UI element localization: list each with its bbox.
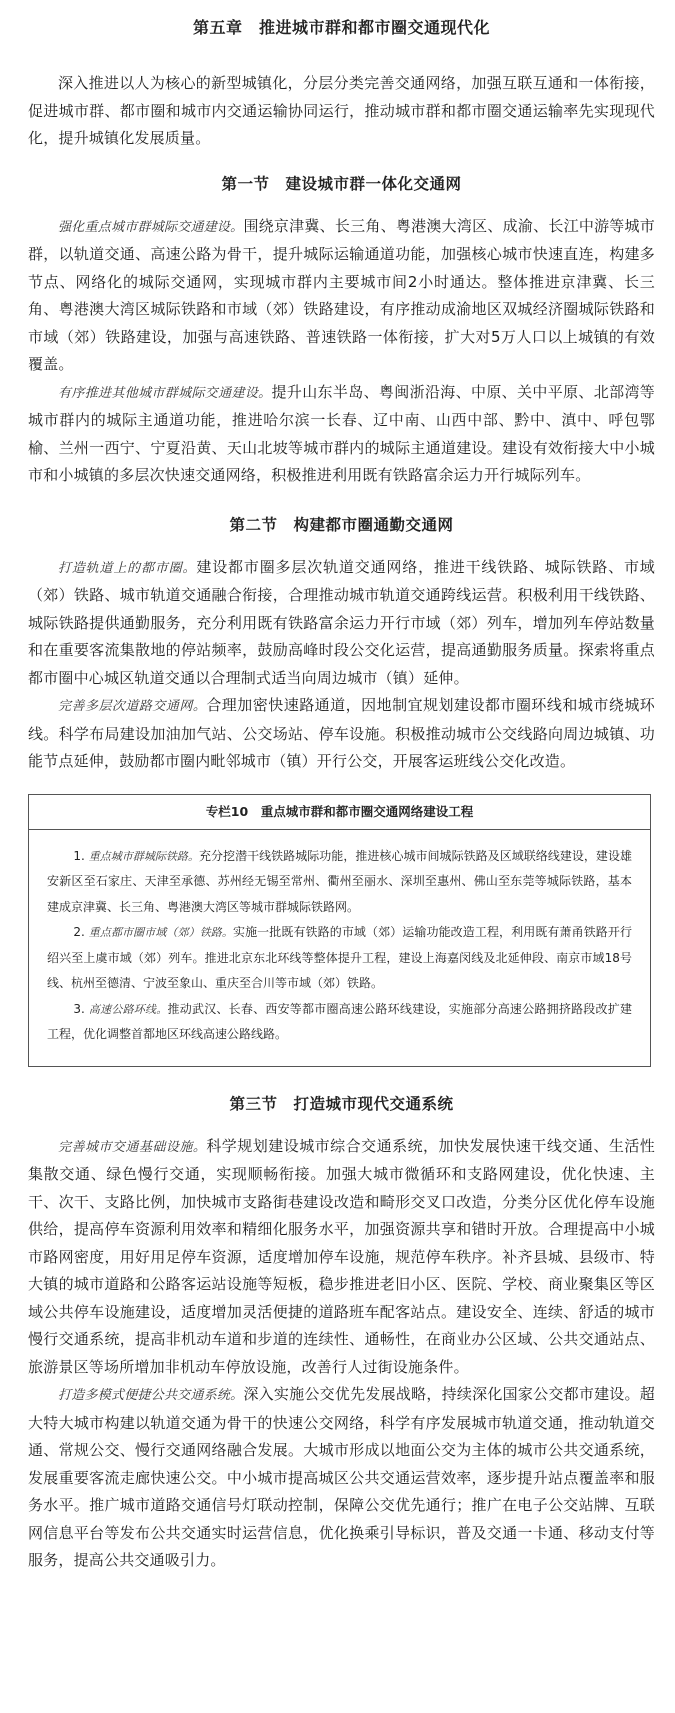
paragraph-text: 深入实施公交优先发展战略，持续深化国家公交都市建设。超大特大城市构建以轨道交通为骨干的快速公交网络，科学有序发展城市轨道交通，推动轨道交通、常规公交、慢行交通网络融合发展。大城市形成以地面公交为主体的城市公共交通系统，发展重要客流走廊快速公交。中小城市提高城区公共交通运营效率，逐步提升站点覆盖率和服务水平。推广城市道路交通信号灯联动控制，保障公交优先通行；推广在电子公交站牌、互联网信息平台等发布公共交通实时运营信息，优化换乘引导标识，普及交通一卡通、移动支付等服务，提高公共交通吸引力。 [28,1385,655,1569]
paragraph-lead: 打造轨道上的都市圈。 [58,560,197,576]
section-1-paragraph-1 [28,213,655,379]
section-2-paragraph-1 [28,554,655,693]
section-2-title: 第二节 构建都市圈通勤交通网 [229,515,454,534]
paragraph-text: 提升山东半岛、粤闽浙沿海、中原、关中平原、北部湾等城市群内的城际主通道功能，推进哈尔滨一长春、辽中南、山西中部、黔中、滇中、呼包鄂榆、兰州一西宁、宁夏沿黄、天山北坡等城市群内的城际主通道建设。建设有效衔接大中小城市和小城镇的多层次快速交通网络，积极推进利用既有铁路富余运力开行城际列车。 [28,382,655,484]
box-item-3 [47,997,632,1048]
box-item-lead: 重点都市圈市域（郊）铁路。 [88,926,233,939]
paragraph-lead: 完善多层次道路交通网。 [58,699,207,714]
section-1-paragraph-2 [28,379,655,490]
section-1-title: 第一节 建设城市群一体化交通网 [221,174,462,193]
box-item-text: 推动武汉、长春、西安等都市圈高速公路环线建设，实施部分高速公路拥挤路段改扩建工程，优化调整首都地区环线高速公路线路。 [47,1001,632,1041]
paragraph-lead: 完善城市交通基础设施。 [58,1139,207,1155]
paragraph-text: 合理加密快速路通道，因地制宜规划建设都市圈环线和城市绕城环线。科学布局建设加油加气站、公交场站、停车设施。积极推动城市公交线路向周边城镇、功能节点延伸，鼓励都市圈内毗邻城市（镇）开行公交，开展客运班线公交化改造。 [28,696,656,770]
box-item-text: 充分挖潜干线铁路城际功能，推进核心城市间城际铁路及区域联络线建设，建设雄安新区至石家庄、天津至承德、苏州经无锡至常州、衢州至丽水、深圳至惠州、佛山至东莞等城际铁路，基本建成京津冀、长三角、粤港澳大湾区等城市群城际铁路网。 [47,848,632,914]
paragraph-lead: 强化重点城市群城际交通建设。 [58,219,244,235]
paragraph-lead: 打造多模式便捷公共交通系统。 [58,1388,244,1403]
chapter-intro-paragraph: 深入推进以人为核心的新型城镇化，分层分类完善交通网络，加强互联互通和一体衔接，促进城市群、都市圈和城市内交通运输协同运行，推动城市群和都市圈交通运输率先实现现代化，提升城镇化发展质量。 [28,74,655,147]
box-body [29,830,650,1066]
section-2-paragraph-2 [28,692,655,776]
box-item-1 [47,844,632,921]
section-3-title: 第三节 打造城市现代交通系统 [229,1094,454,1113]
project-box [28,794,651,1067]
box-item-number: 2. [73,925,85,939]
chapter-title: 第五章 推进城市群和都市圈交通现代化 [192,18,490,37]
box-item-lead: 重点城市群城际铁路。 [88,849,199,863]
paragraph-lead: 有序推进其他城市群城际交通建设。 [58,385,272,401]
section-3-paragraph-2 [28,1381,655,1575]
box-item-number: 3. [73,1001,85,1016]
paragraph-text: 围绕京津冀、长三角、粤港澳大湾区、成渝、长江中游等城市群，以轨道交通、高速公路为骨干，提升城际运输通道功能，加强核心城市快速直连，构建多节点、网络化的城际交通网，实现城市群内主要城市间2小时通达。整体推进京津冀、长三角、粤港澳大湾区城际铁路和市域（郊）铁路建设，有序推动成渝地区双城经济圈城际铁路和市域（郊）铁路建设，加强与高速铁路、普速铁路一体衔接，扩大对5万人口以上城镇的有效覆盖。 [28,216,655,373]
box-item-text: 实施一批既有铁路的市域（郊）运输功能改造工程，利用既有萧甬铁路开行绍兴至上虞市域（郊）列车。推进北京东北环线等整体提升工程，建设上海嘉闵线及北延伸段、南京市域18号线、杭州至德清、宁波至象山、重庆至合川等市域（郊）铁路。 [47,925,632,990]
box-item-number: 1. [73,848,85,863]
box-item-lead: 高速公路环线。 [88,1002,168,1016]
box-item-2 [47,920,632,997]
paragraph-text: 科学规划建设城市综合交通系统，加快发展快速干线交通、生活性集散交通、绿色慢行交通，实现顺畅衔接。加强大城市微循环和支路网建设，优化快速、主干、次干、支路比例，加快城市支路街巷建设改造和畸形交叉口改造，分类分区优化停车设施供给，提高停车资源利用效率和精细化服务水平，加强资源共享和错时开放。合理提高中小城市路网密度，用好用足停车资源，适度增加停车设施，规范停车秩序。补齐县城、县级市、特大镇的城市道路和公路客运站设施等短板，稳步推进老旧小区、医院、学校、商业聚集区等区域公共停车设施建设，适度增加灵活便捷的道路班车配客站点。建设安全、连续、舒适的城市慢行交通系统，提高非机动车道和步道的连续性、通畅性，在商业办公区域、公共交通站点、旅游景区等场所增加非机动车停放设施，改善行人过街设施条件。 [28,1136,656,1376]
box-title: 专栏10 重点城市群和都市圈交通网络建设工程 [29,795,650,830]
section-3-paragraph-1 [28,1133,655,1382]
paragraph-text: 建设都市圈多层次轨道交通网络，推进干线铁路、城际铁路、市域（郊）铁路、城市轨道交通融合衔接，合理推动城市轨道交通跨线运营。积极利用干线铁路、城际铁路提供通勤服务，充分利用既有铁路富余运力开行市域（郊）列车，增加列车停站数量和在重要客流集散地的停站频率，鼓励高峰时段公交化运营，提高通勤服务质量。探索将重点都市圈中心城区轨道交通以合理制式适当向周边城市（镇）延伸。 [28,557,655,687]
